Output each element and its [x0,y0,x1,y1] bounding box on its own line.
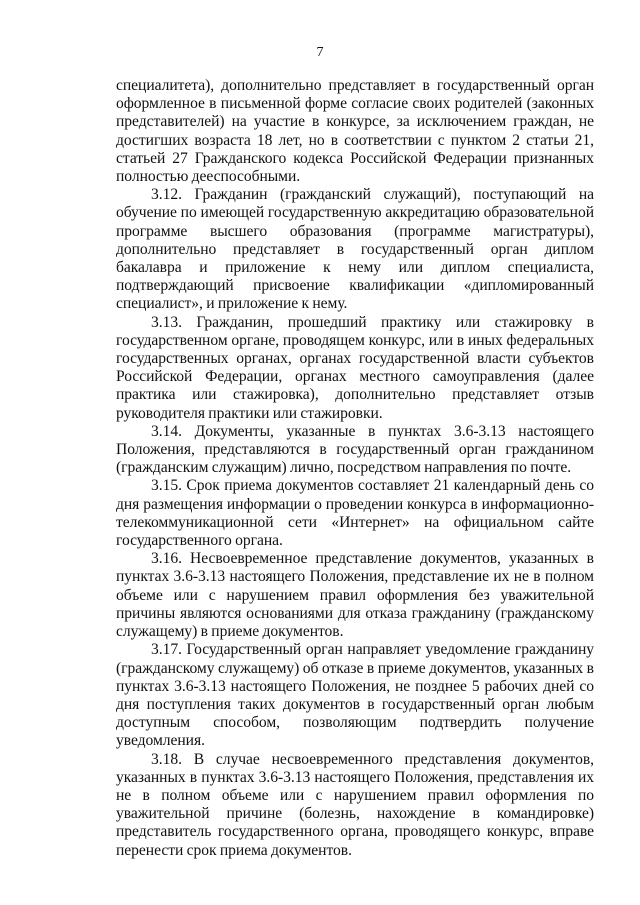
page-number: 7 [316,45,324,60]
paragraph-3-17: 3.17. Государственный орган направляет уведомление гражданину (гражданскому служащему) об отказе в приеме документов, указанных в пунктах 3.6-3.13 настоящего Положения, не позднее 5 рабочих дней со дня поступления таких документов в государственный орган любым доступным способом, позволяющим подтвердить получение уведомления. [116,641,594,750]
paragraph-3-13: 3.13. Гражданин, прошедший практику или стажировку в государственном органе, проводящем конкурс, или в иных федеральных государственных органах, органах государственной власти субъектов Российской Федерации, органах местного самоуправления (далее практика или стажировка), дополнительно представляет отзыв руководителя практики или стажировки. [116,313,594,422]
document-body [116,77,594,860]
paragraph-continuation: специалитета), дополнительно представляет в государственный орган оформленное в письменной форме согласие своих родителей (законных представителей) на участие в конкурсе, за исключением граждан, не достигших возраста 18 лет, но в соответствии с пунктом 2 статьи 21, статьей 27 Гражданского кодекса Российской Федерации признанных полностью дееспособными. [116,77,594,186]
paragraph-3-14: 3.14. Документы, указанные в пунктах 3.6-3.13 настоящего Положения, представляются в государственный орган гражданином (гражданским служащим) лично, посредством направления по почте. [116,422,594,477]
paragraph-3-12: 3.12. Гражданин (гражданский служащий), поступающий на обучение по имеющей государственную аккредитацию образовательной программе высшего образования (программе магистратуры), дополнительно представляет в государственный орган диплом бакалавра и приложение к нему или диплом специалиста, подтверждающий присвоение квалификации «дипломированный специалист», и приложение к нему. [116,186,594,313]
paragraph-3-18: 3.18. В случае несвоевременного представления документов, указанных в пунктах 3.6-3.13 настоящего Положения, представления их не в полном объеме или с нарушением правил оформления по уважительной причине (болезнь, нахождение в командировке) представитель государственного органа, проводящего конкурс, вправе перенести срок приема документов. [116,750,594,859]
paragraph-3-15: 3.15. Срок приема документов составляет 21 календарный день со дня размещения информации о проведении конкурса в информационно-телекоммуникационной сети «Интернет» на официальном сайте государственного органа. [116,477,594,550]
paragraph-3-16: 3.16. Несвоевременное представление документов, указанных в пунктах 3.6-3.13 настоящего Положения, представление их не в полном объеме или с нарушением правил оформления без уважительной причины являются основаниями для отказа гражданину (гражданскому служащему) в приеме документов. [116,550,594,641]
